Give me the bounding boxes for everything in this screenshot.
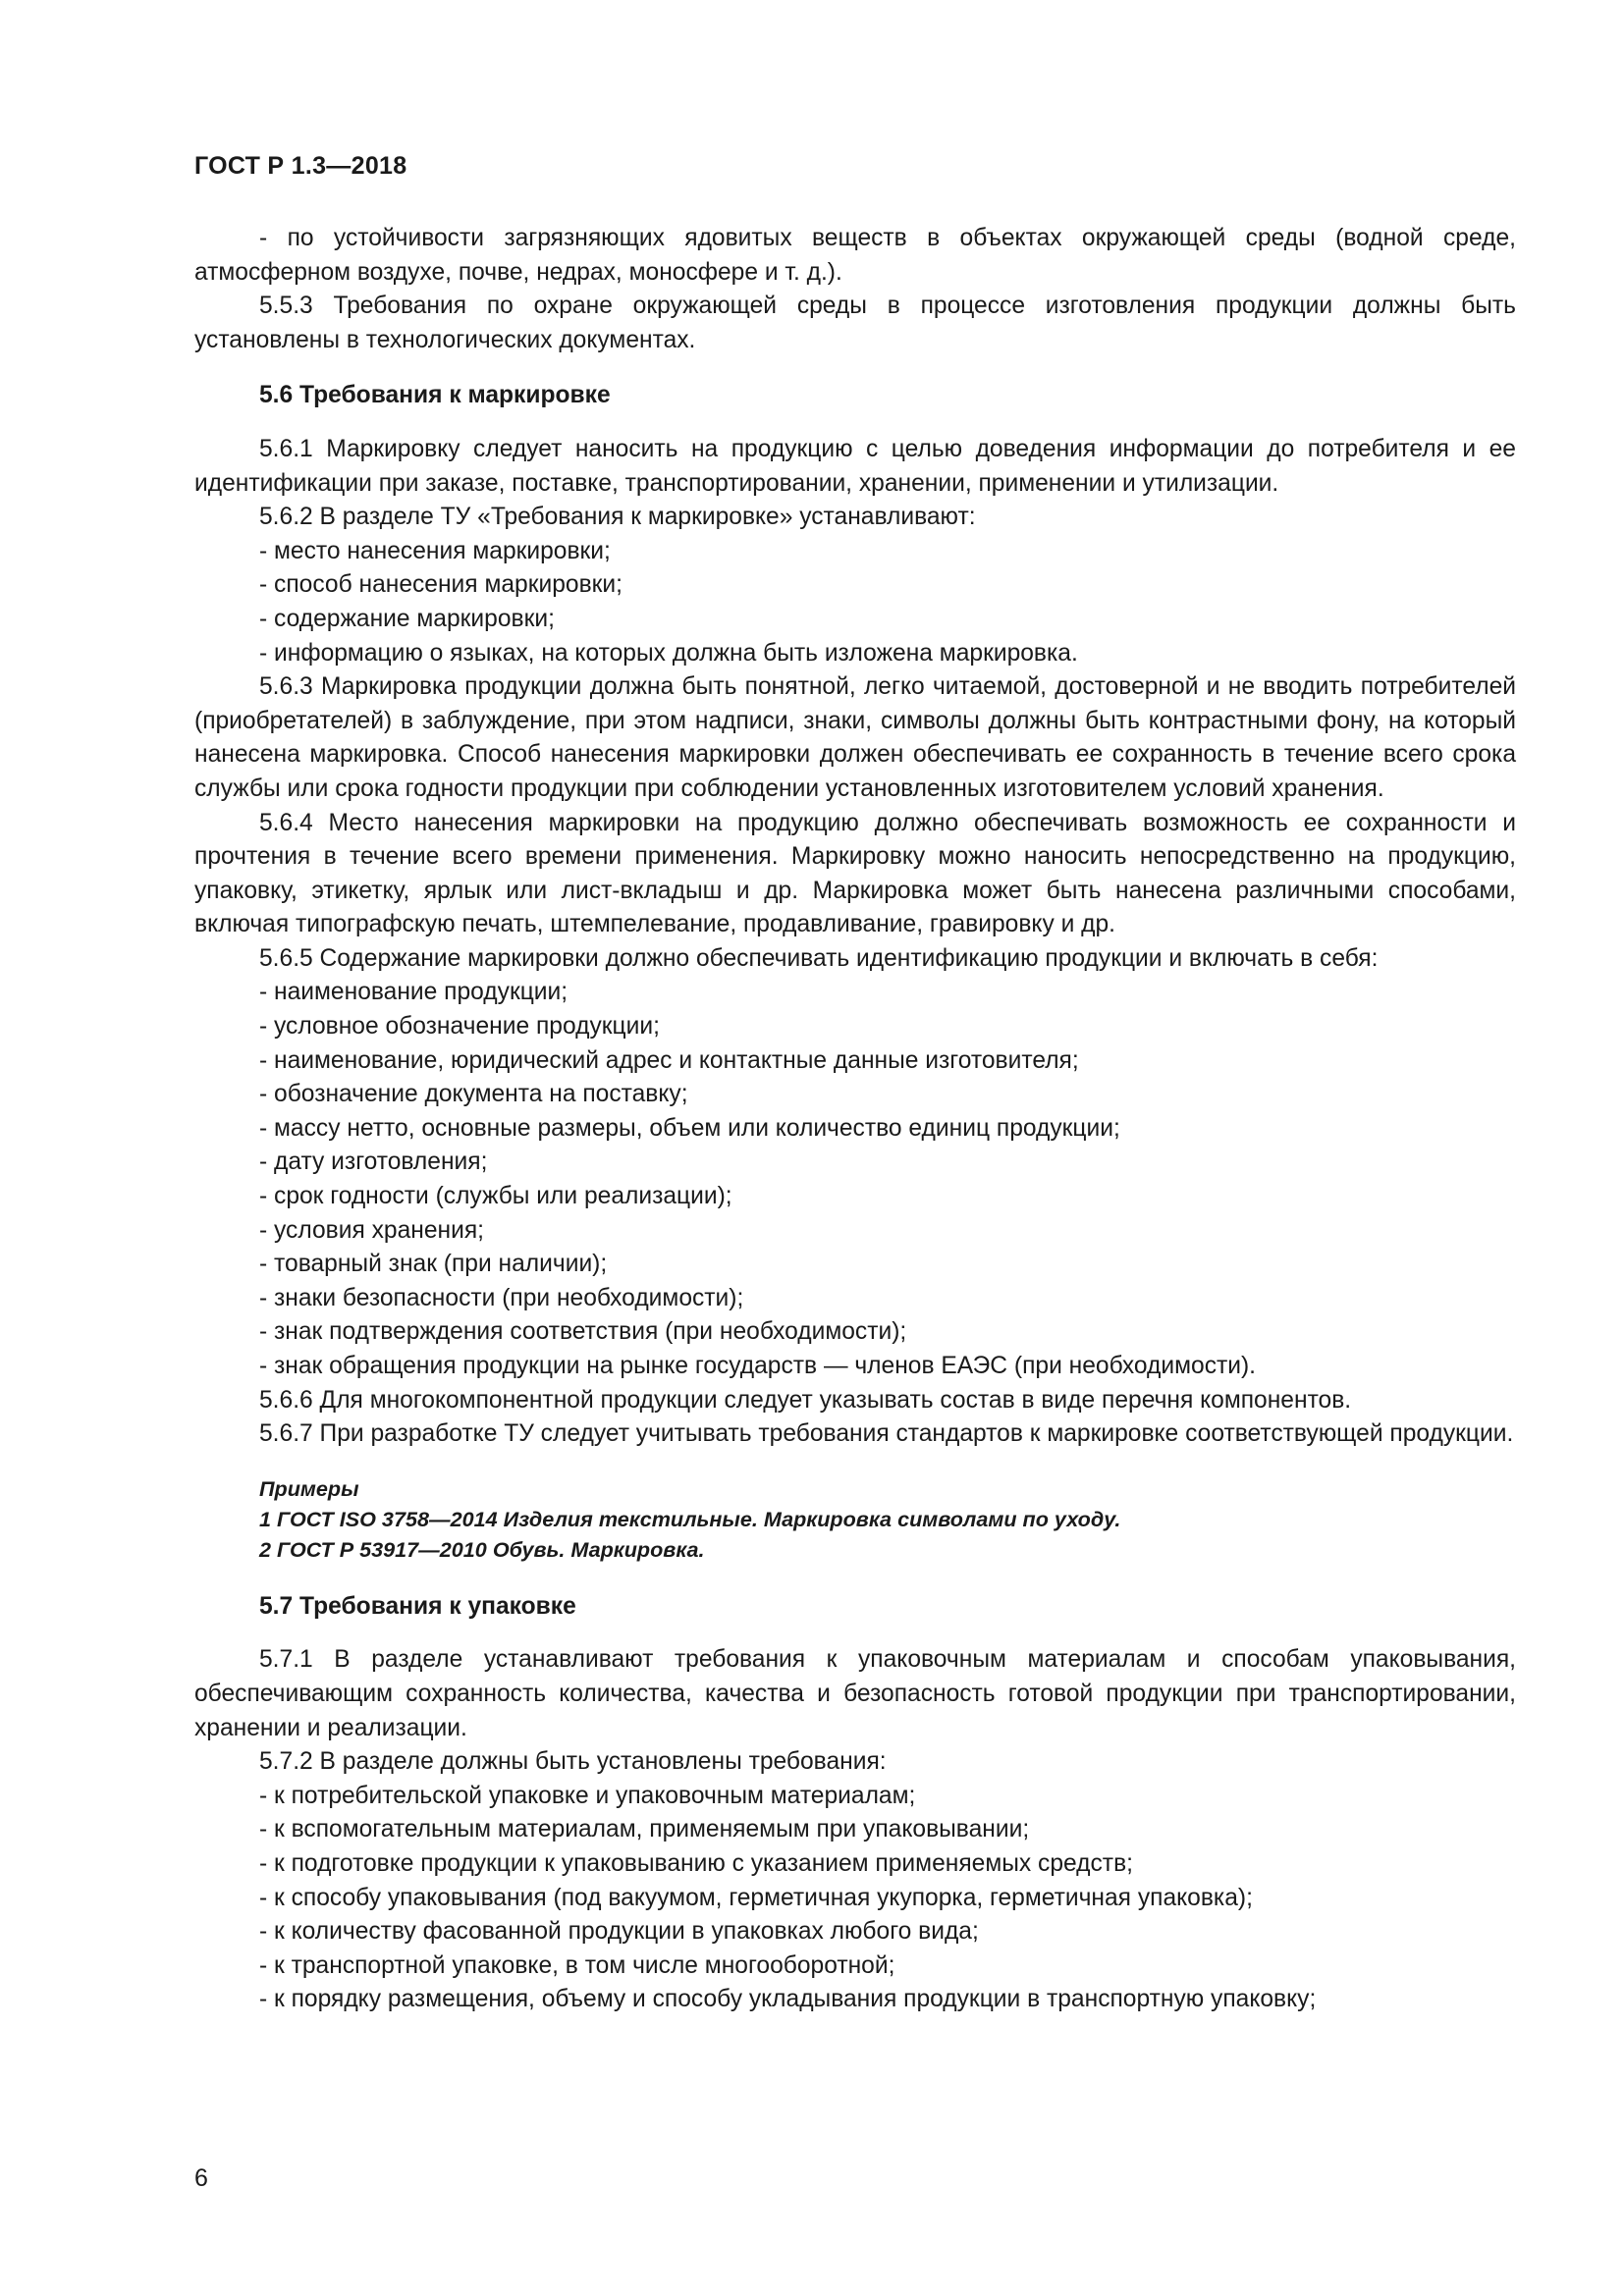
list-item: - информацию о языках, на которых должна быть изложена маркировка. bbox=[259, 639, 1078, 667]
list-item: - наименование, юридический адрес и контактные данные изготовителя; bbox=[259, 1046, 1079, 1074]
examples-block bbox=[194, 1473, 1516, 1565]
section-heading: 5.7 Требования к упаковке bbox=[259, 1592, 576, 1620]
list-item: - к порядку размещения, объему и способу укладывания продукции в транспортную упаковку; bbox=[259, 1986, 1317, 2013]
list-item: - знак подтверждения соответствия (при необходимости); bbox=[259, 1318, 907, 1346]
section-heading: 5.6 Требования к маркировке bbox=[259, 382, 611, 409]
paragraph: 5.5.3 Требования по охране окружающей среды в процессе изготовления продукции должны быть установлены в технологических документах. bbox=[194, 293, 1516, 353]
list-item: - к транспортной упаковке, в том числе многооборотной; bbox=[259, 1951, 895, 1979]
list-item: - знаки безопасности (при необходимости); bbox=[259, 1284, 744, 1311]
list-item: - к количеству фасованной продукции в упаковках любого вида; bbox=[259, 1918, 979, 1946]
list-item: - обозначение документа на поставку; bbox=[259, 1081, 688, 1108]
document-body bbox=[194, 222, 1516, 2017]
example-item: 2 ГОСТ Р 53917—2010 Обувь. Маркировка. bbox=[259, 1536, 705, 1562]
paragraph: 5.6.2 В разделе ТУ «Требования к маркировке» устанавливают: bbox=[259, 504, 976, 531]
paragraph: 5.6.1 Маркировку следует наносить на продукцию с целью доведения информации до потребителя и ее идентификации при заказе, поставке, транспортировании, хранении, применении и утилизации. bbox=[194, 435, 1516, 497]
list-item: - способ нанесения маркировки; bbox=[259, 571, 623, 599]
list-item: - массу нетто, основные размеры, объем или количество единиц продукции; bbox=[259, 1114, 1120, 1142]
list-item: - к подготовке продукции к упаковыванию с указанием применяемых средств; bbox=[259, 1849, 1133, 1877]
paragraph: 5.7.1 В разделе устанавливают требования к упаковочным материалам и способам упаковывания, обеспечивающим сохранность количества, качества и безопасность готовой продукции при транспортировании, хранении и реализации. bbox=[194, 1646, 1516, 1741]
list-item: - к потребительской упаковке и упаковочным материалам; bbox=[259, 1782, 916, 1809]
list-item: - по устойчивости загрязняющих ядовитых веществ в объектах окружающей среды (водной среде, атмосферном воздухе, почве, недрах, моносфере и т. д.). bbox=[194, 225, 1516, 286]
paragraph: 5.7.2 В разделе должны быть установлены требования: bbox=[259, 1748, 887, 1776]
list-item: - товарный знак (при наличии); bbox=[259, 1251, 608, 1278]
list-item: - дату изготовления; bbox=[259, 1148, 488, 1176]
paragraph: 5.6.6 Для многокомпонентной продукции следует указывать состав в виде перечня компонентов. bbox=[259, 1386, 1352, 1414]
list-item: - условия хранения; bbox=[259, 1216, 484, 1244]
list-item: - наименование продукции; bbox=[259, 979, 568, 1006]
list-item: - знак обращения продукции на рынке государств — членов ЕАЭС (при необходимости). bbox=[259, 1353, 1257, 1379]
page-number: 6 bbox=[194, 2164, 208, 2192]
example-item: 1 ГОСТ ISO 3758—2014 Изделия текстильные. Маркировка символами по уходу. bbox=[259, 1506, 1121, 1531]
document-header: ГОСТ Р 1.3—2018 bbox=[194, 152, 407, 180]
list-item: - содержание маркировки; bbox=[259, 605, 555, 632]
paragraph: 5.6.4 Место нанесения маркировки на продукцию должно обеспечивать возможность ее сохранности и прочтения в течение всего времени применения. Маркировку можно наносить непосредственно на продукцию, упаковку, этикетку, ярлык или лист-вкладыш и др. Маркировка может быть нанесена различными способами, включая типографскую печать, штемпелевание, продавливание, гравировку и др. bbox=[194, 809, 1516, 938]
list-item: - к способу упаковывания (под вакуумом, герметичная укупорка, герметичная упаковка); bbox=[259, 1884, 1253, 1911]
list-item: - к вспомогательным материалам, применяемым при упаковывании; bbox=[259, 1816, 1030, 1843]
examples-title: Примеры bbox=[259, 1475, 359, 1501]
list-item: - место нанесения маркировки; bbox=[259, 537, 611, 564]
paragraph: 5.6.7 При разработке ТУ следует учитывать требования стандартов к маркировке соответствующей продукции. bbox=[259, 1420, 1514, 1448]
paragraph: 5.6.3 Маркировка продукции должна быть понятной, легко читаемой, достоверной и не вводить потребителей (приобретателей) в заблуждение, при этом надписи, знаки, символы должны быть контрастными фону, на который нанесена маркировка. Способ нанесения маркировки должен обеспечивать ее сохранность в течение всего срока службы или срока годности продукции при соблюдении установленных изготовителем условий хранения. bbox=[194, 673, 1516, 802]
paragraph: 5.6.5 Содержание маркировки должно обеспечивать идентификацию продукции и включать в себя: bbox=[259, 944, 1379, 972]
list-item: - срок годности (службы или реализации); bbox=[259, 1183, 732, 1210]
list-item: - условное обозначение продукции; bbox=[259, 1013, 660, 1041]
